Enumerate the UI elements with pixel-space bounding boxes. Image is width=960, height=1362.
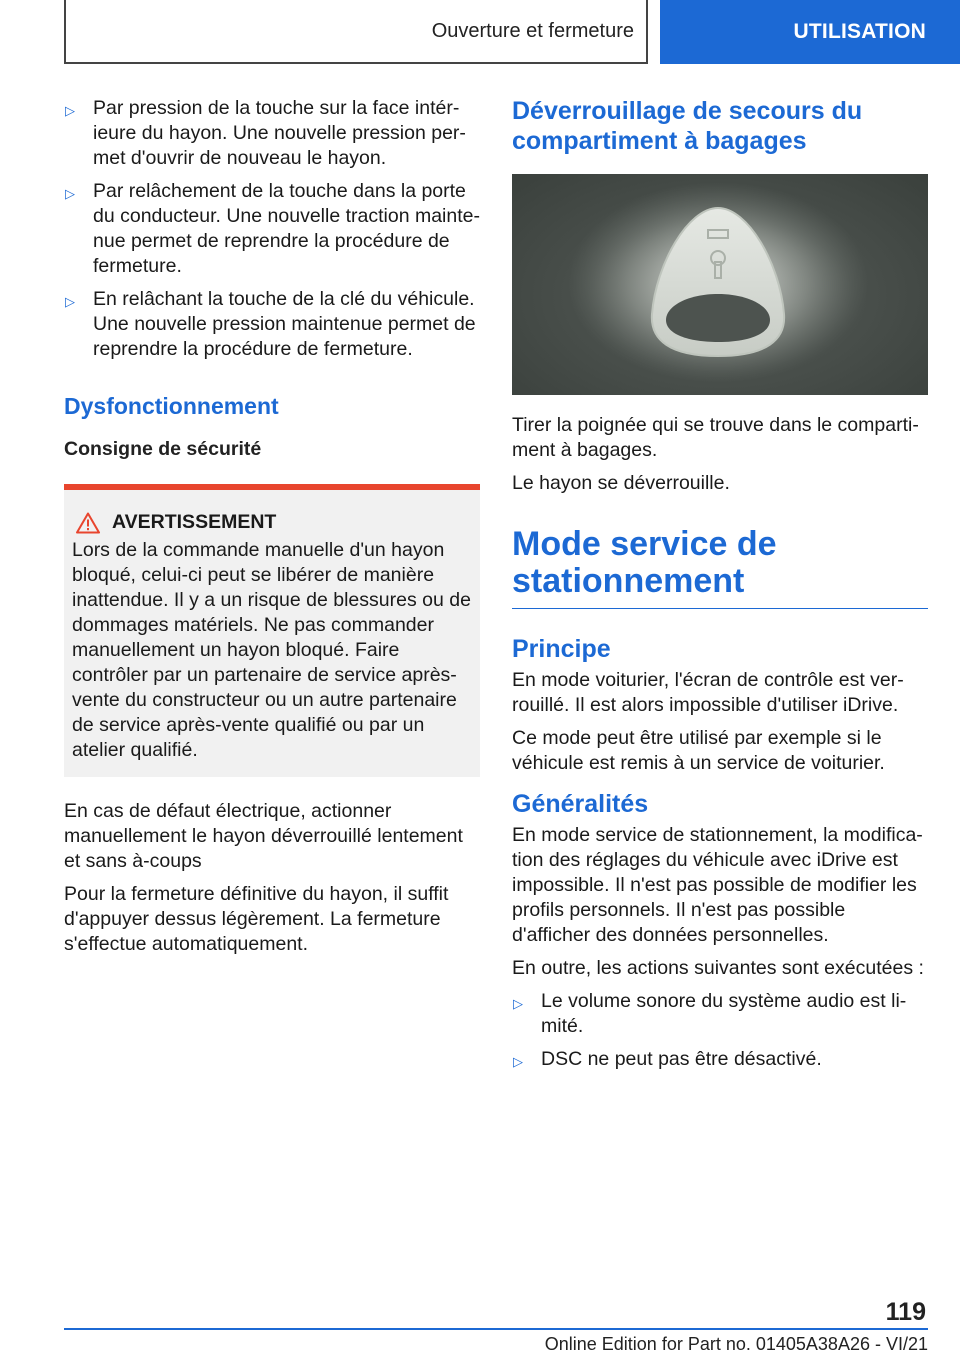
warning-title: AVERTISSEMENT xyxy=(112,511,277,533)
list-item: ▷ Par relâchement de la touche dans la porte du conducteur. Une nouvelle traction maintenue permet de reprendre la procédure de fermeture. xyxy=(65,180,480,277)
trunk-release-handle-icon xyxy=(512,174,928,395)
valet-actions-list xyxy=(512,989,928,1072)
paragraph: En cas de défaut électrique, actionner manuellement le hayon déverrouillé lentement et sans à-coups xyxy=(64,800,463,872)
warning-box xyxy=(64,484,480,777)
warning-header xyxy=(72,510,472,535)
header-section-box xyxy=(64,0,648,64)
emergency-handle-photo xyxy=(512,174,928,395)
left-column xyxy=(64,96,480,965)
footer-divider xyxy=(64,1328,928,1330)
triangle-right-icon: ▷ xyxy=(65,294,75,309)
triangle-right-icon: ▷ xyxy=(513,1054,523,1069)
emergency-release-heading: Déverrouillage de secours du compartiment à bagages xyxy=(512,97,863,155)
list-item: ▷ En relâchant la touche de la clé du véhicule. Une nouvelle pression maintenue permet de reprendre la procédure de fermeture. xyxy=(65,288,476,360)
paragraph: Pour la fermeture définitive du hayon, il suffit d'appuyer dessus légèrement. La fermeture s'effectue automatiquement. xyxy=(64,883,449,955)
safety-subheading: Consigne de sécurité xyxy=(64,438,262,460)
paragraph: En mode voiturier, l'écran de contrôle est verrouillé. Il est alors impossible d'utiliser iDrive. xyxy=(512,669,904,716)
list-item: ▷ Le volume sonore du système audio est limité. xyxy=(513,990,907,1037)
header-chapter-title: UTILISATION xyxy=(793,20,926,43)
paragraph: En outre, les actions suivantes sont exécutées : xyxy=(512,957,924,979)
triangle-right-icon: ▷ xyxy=(65,186,75,201)
principle-heading: Principe xyxy=(512,635,611,663)
paragraph: En mode service de stationnement, la modification des réglages du véhicule avec iDrive est impossible. Il n'est pas possible de modifier les profils personnels. Il n'est pas possible d'afficher des données personnelles. xyxy=(512,824,923,946)
close-methods-list xyxy=(64,96,480,362)
triangle-right-icon: ▷ xyxy=(65,103,75,118)
list-item: ▷ Par pression de la touche sur la face intérieure du hayon. Une nouvelle pression permet d'ouvrir de nouveau le hayon. xyxy=(65,97,466,169)
header-chapter-tab[interactable] xyxy=(660,0,960,64)
general-heading: Généralités xyxy=(512,790,649,818)
right-column xyxy=(512,96,928,1080)
warning-text: Lors de la commande manuelle d'un hayon bloqué, celui-ci peut se libérer de manière inattendue. Il y a un risque de blessures ou de dommages matériels. Ne pas commander manuellement un hayon bloqué. Faire contrôler par un partenaire de service après-vente du constructeur ou un autre partenaire de service après-vente qualifié ou par un atelier qualifié. xyxy=(72,539,471,761)
triangle-right-icon: ▷ xyxy=(513,996,523,1011)
page-number: 119 xyxy=(885,1298,926,1326)
paragraph: Tirer la poignée qui se trouve dans le compartiment à bagages. xyxy=(512,414,919,461)
malfunction-heading: Dysfonctionnement xyxy=(64,393,279,419)
list-item: ▷ DSC ne peut pas être désactivé. xyxy=(512,1047,928,1072)
paragraph: Le hayon se déverrouille. xyxy=(512,472,730,494)
valet-mode-chapter-title: Mode service de stationnement xyxy=(512,526,928,609)
footer-edition: Online Edition for Part no. 01405A38A26 - VI/21 xyxy=(544,1334,928,1354)
warning-triangle-icon xyxy=(76,512,100,534)
paragraph: Ce mode peut être utilisé par exemple si le véhicule est remis à un service de voiturier. xyxy=(512,727,885,774)
header-section-title: Ouverture et fermeture xyxy=(431,19,634,42)
